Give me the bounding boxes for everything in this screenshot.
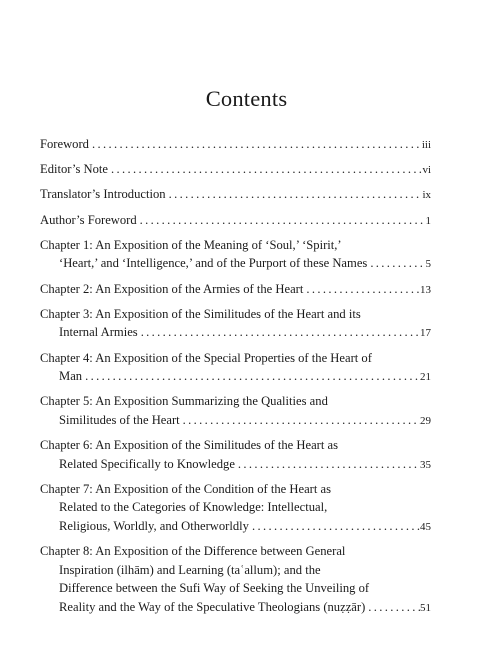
toc-entry-title: Chapter 4: An Exposition of the Special Properties of the Heart of xyxy=(40,350,372,365)
toc-entry-title: Author’s Foreword xyxy=(40,212,137,227)
table-of-contents xyxy=(40,135,431,623)
toc-entry[interactable] xyxy=(40,135,431,155)
dot-leader xyxy=(82,367,420,386)
toc-entry-title-cont: Man xyxy=(59,369,83,384)
toc-page-number: 51 xyxy=(420,602,431,614)
dot-leader xyxy=(180,411,420,430)
toc-page-number: 35 xyxy=(420,458,431,471)
toc-entry[interactable] xyxy=(40,480,431,537)
dot-leader xyxy=(249,517,420,536)
toc-entry[interactable] xyxy=(40,160,431,180)
toc-entry-title: Chapter 3: An Exposition of the Similitudes of the Heart and its xyxy=(40,306,361,321)
toc-entry[interactable] xyxy=(40,185,431,205)
dot-leader xyxy=(138,323,420,342)
dot-leader xyxy=(108,160,422,179)
toc-entry[interactable] xyxy=(40,542,431,617)
toc-entry-title: Chapter 7: An Exposition of the Condition of the Heart as xyxy=(40,481,332,496)
dot-leader xyxy=(89,135,422,154)
toc-entry-title-cont: Internal Armies xyxy=(59,325,138,340)
toc-entry-title: Foreword xyxy=(40,137,89,151)
toc-entry-title-cont: Related Specifically to Knowledge xyxy=(59,456,235,471)
dot-leader xyxy=(166,185,423,204)
toc-entry[interactable] xyxy=(40,236,431,274)
toc-page-number: iii xyxy=(421,139,431,151)
toc-page-number: vi xyxy=(422,164,431,177)
toc-entry[interactable] xyxy=(40,280,431,300)
page-title: Contents xyxy=(205,86,288,111)
toc-page-number: 5 xyxy=(425,258,431,271)
toc-entry-title-cont: Reality and the Way of the Speculative Theologians (nuẓẓār) xyxy=(59,600,366,614)
toc-page-number: 45 xyxy=(420,521,431,534)
toc-entry-title: Chapter 5: An Exposition Summarizing the Qualities and xyxy=(40,394,328,409)
toc-entry-title: Chapter 2: An Exposition of the Armies of the Heart xyxy=(40,281,304,296)
toc-page-number: 1 xyxy=(425,214,431,227)
toc-entry-title-cont: Similitudes of the Heart xyxy=(59,412,180,427)
toc-entry-title-cont: Religious, Worldly, and Otherworldly xyxy=(59,519,249,534)
dot-leader xyxy=(303,280,420,299)
toc-entry-title-cont: Inspiration (ilhām) and Learning (taʿallum); and the xyxy=(59,562,321,577)
toc-entry-title-cont: Difference between the Sufi Way of Seeking the Unveiling of xyxy=(59,581,370,596)
dot-leader xyxy=(137,211,426,230)
toc-entry[interactable] xyxy=(40,349,431,387)
dot-leader xyxy=(367,254,425,273)
toc-page-number: 29 xyxy=(420,414,431,427)
toc-entry[interactable] xyxy=(40,211,431,231)
toc-entry-title: Chapter 8: An Exposition of the Difference between General xyxy=(40,544,346,559)
toc-page-number: 17 xyxy=(420,327,431,340)
dot-leader xyxy=(365,598,420,617)
toc-entry-title: Translator’s Introduction xyxy=(40,187,166,202)
toc-entry-title-cont: Related to the Categories of Knowledge: Intellectual, xyxy=(59,500,328,515)
toc-page-number: 21 xyxy=(420,371,431,384)
toc-entry-title: Chapter 6: An Exposition of the Similitudes of the Heart as xyxy=(40,438,339,453)
toc-entry-title: Editor’s Note xyxy=(40,162,108,177)
toc-entry[interactable] xyxy=(40,305,431,343)
toc-entry-title: Chapter 1: An Exposition of the Meaning of ‘Soul,’ ‘Spirit,’ xyxy=(40,237,342,252)
toc-page-number: 13 xyxy=(420,283,431,296)
toc-entry[interactable] xyxy=(40,392,431,430)
toc-page-number: ix xyxy=(422,189,431,202)
toc-entry-title-cont: ‘Heart,’ and ‘Intelligence,’ and of the Purport of these Names xyxy=(59,256,368,271)
toc-entry[interactable] xyxy=(40,436,431,474)
dot-leader xyxy=(235,455,420,474)
